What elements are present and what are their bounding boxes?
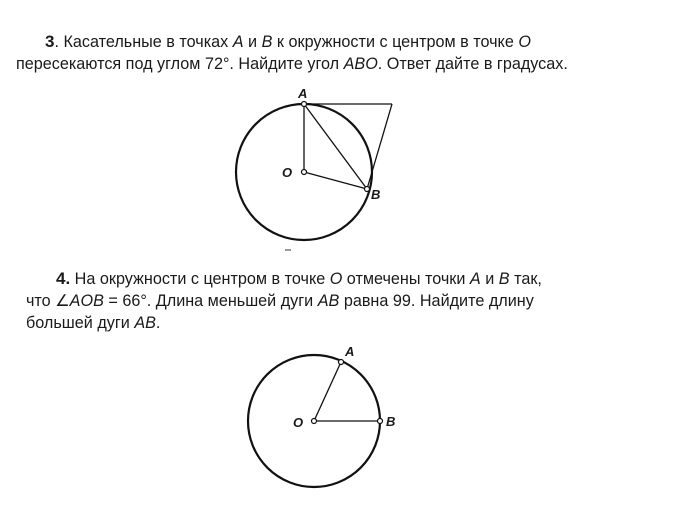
point-a-label: A [232,33,244,51]
problem-4-text: так, [509,270,542,288]
problem-3-text: пересекаются под углом 72°. Найдите угол [16,55,344,73]
point-a-label: A [469,270,481,288]
problem-4-text: отмечены точки [342,270,470,288]
problem-3-text: и [243,33,262,51]
arc-name: AB [134,314,156,332]
problem-4-text: и [480,270,499,288]
problem-4-text: равна 99. Найдите длину [339,292,534,310]
point-b-dot [378,419,383,424]
point-b-label: B [261,33,273,51]
fig3-label-b: B [371,187,381,202]
radius-oa [314,362,341,421]
angle-expression: ∠AOB [55,292,104,310]
point-o-dot [312,419,317,424]
fig4-label-o: O [293,415,304,430]
problem-3-number: 3 [45,32,55,51]
point-o-label: O [329,270,343,288]
problem-4-text: большей дуги [26,314,135,332]
fig4-label-a: A [345,344,355,359]
problem-4-text: . [155,314,161,332]
problem-4-text: На окружности с центром в точке [70,270,330,288]
problem-4-text: что [26,292,56,310]
problem-4-number: 4. [56,269,71,288]
problem-4-text: = 66°. Длина меньшей дуги [103,292,318,310]
fig3-label-a: A [298,86,308,101]
point-a-dot [339,360,344,365]
fig3-label-o: O [282,165,293,180]
problem-3-text: . Касательные в точках [54,33,233,51]
problem-3-text: . Ответ дайте в градусах. [377,55,568,73]
point-b-label: B [498,270,510,288]
arc-name: AB [317,292,340,310]
angle-name: ABO [343,55,378,73]
fig4-label-b: B [386,414,396,429]
point-o-label: O [518,33,531,51]
problem-3-text: к окружности с центром в точке [272,33,519,51]
